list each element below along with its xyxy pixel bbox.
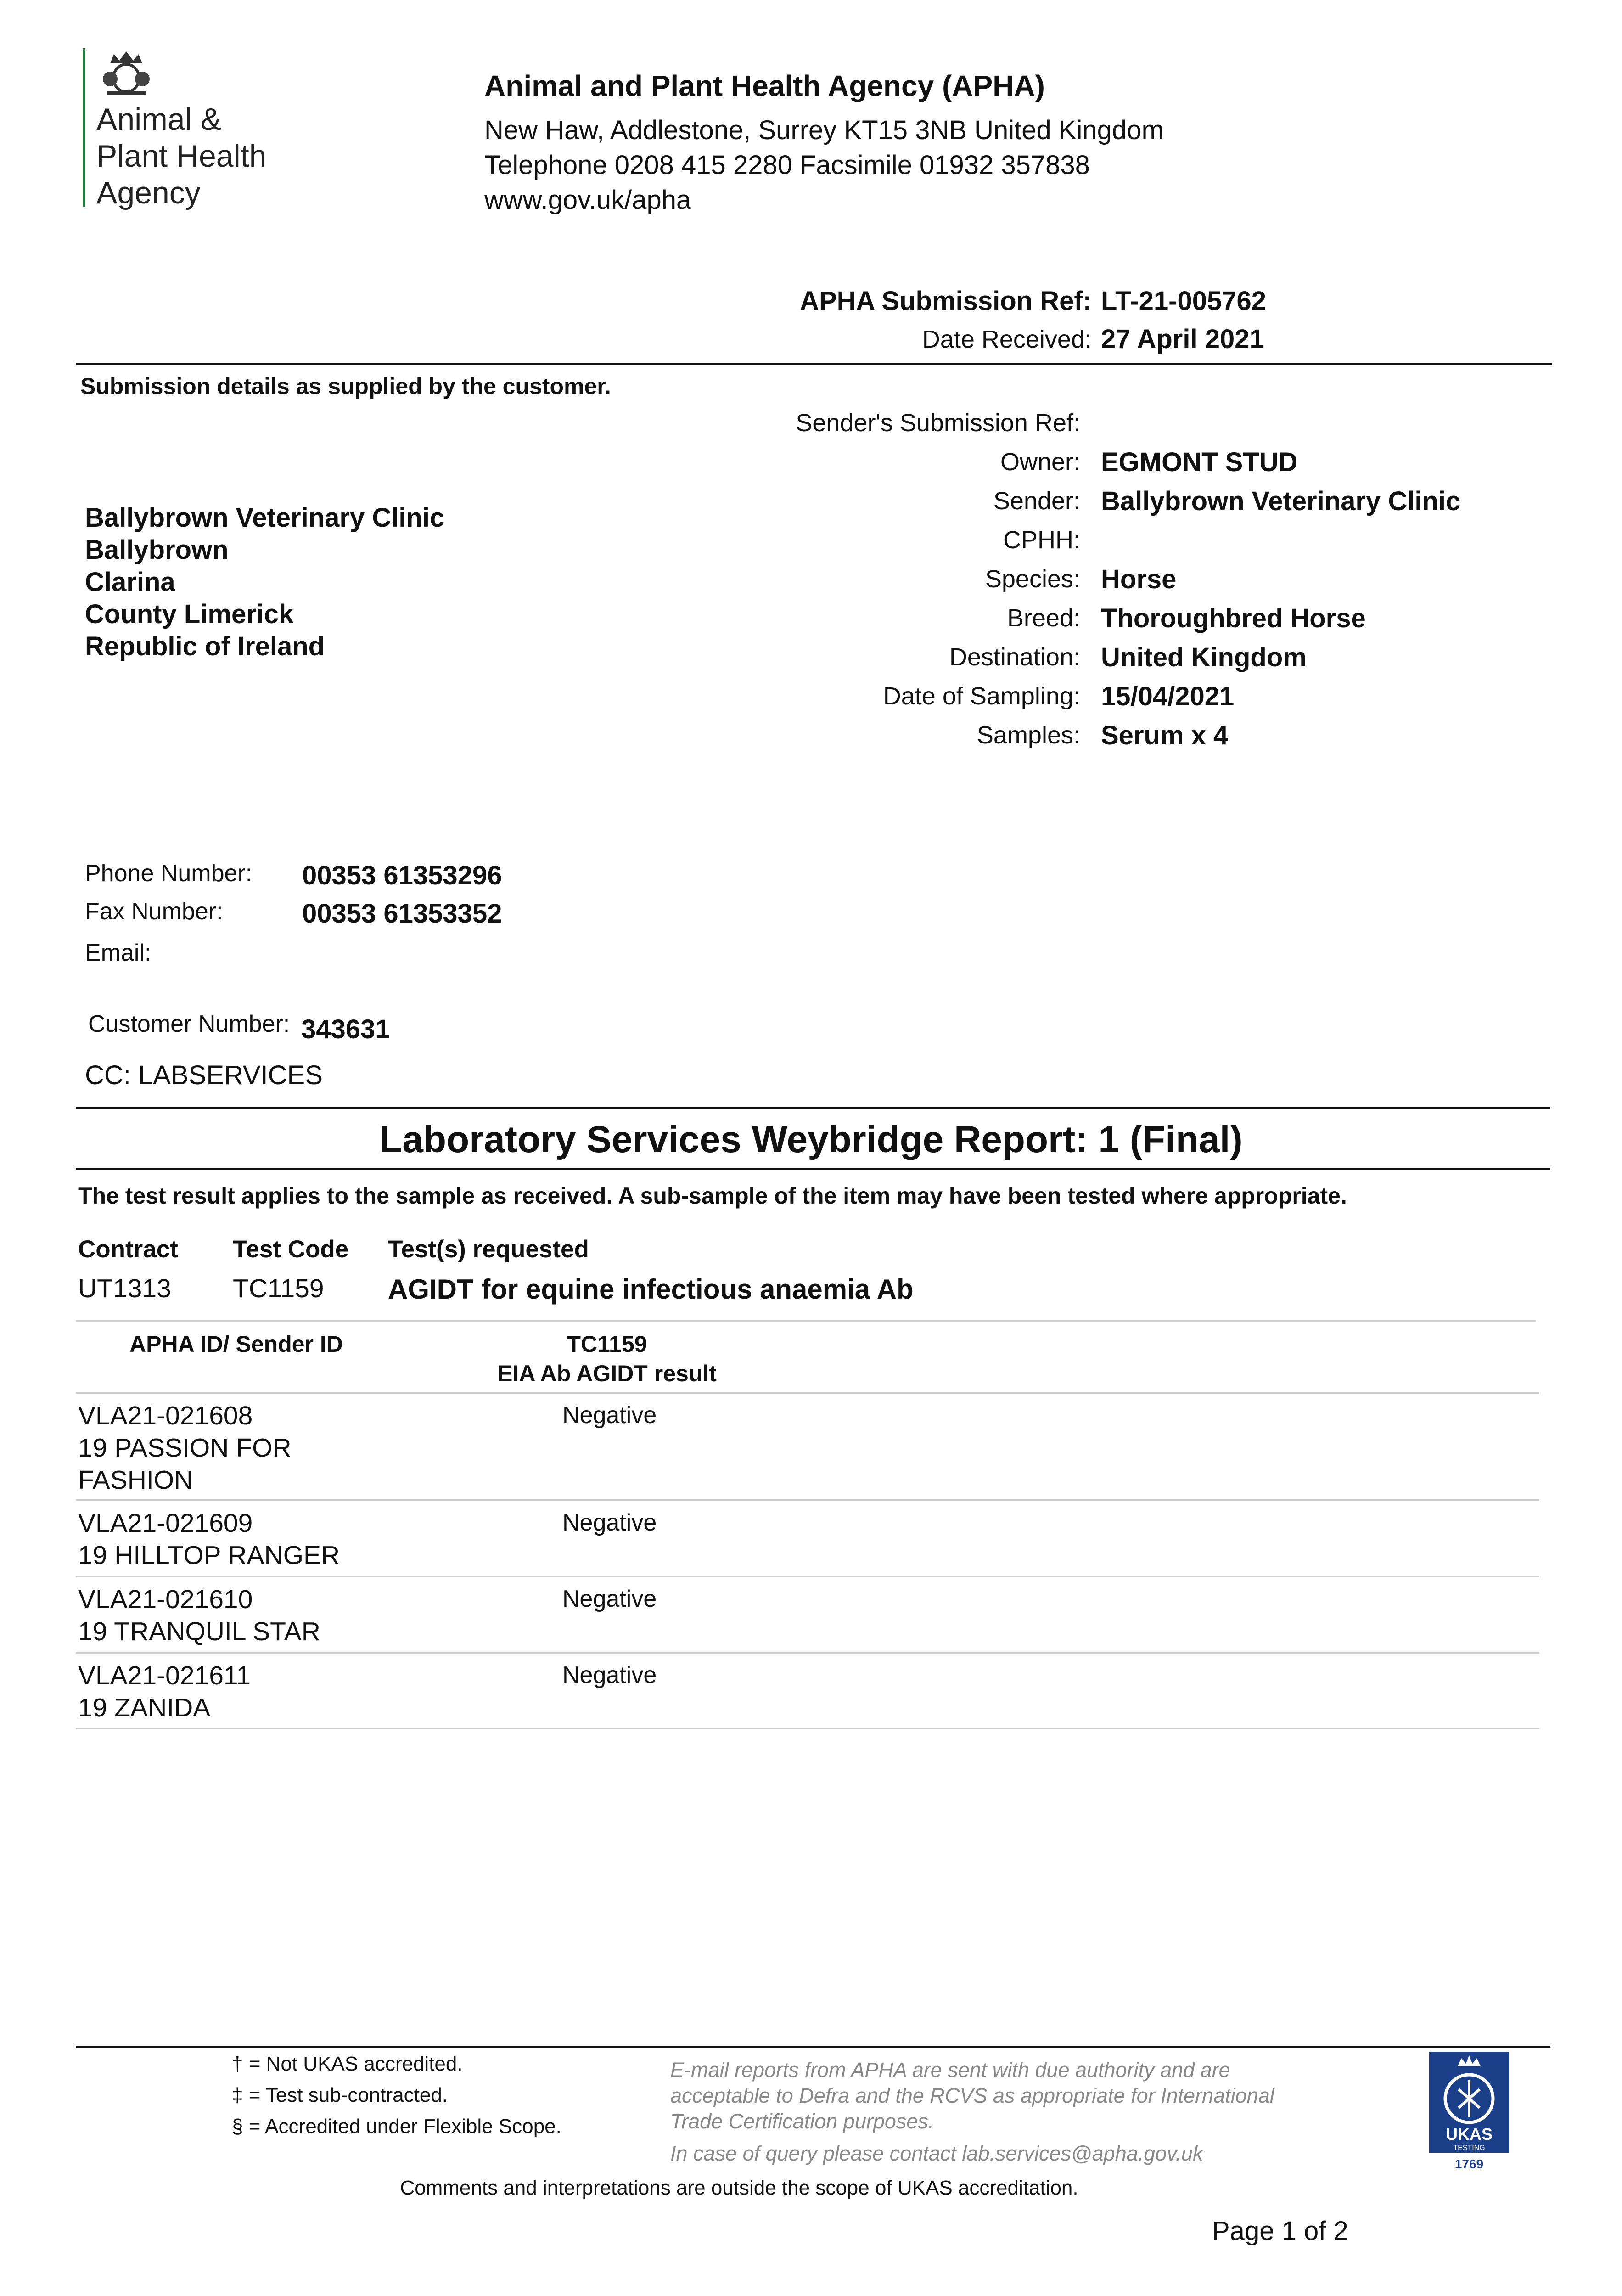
email-note-line: E-mail reports from APHA are sent with due authority and are <box>670 2058 1230 2082</box>
result-value: Negative <box>562 1662 657 1688</box>
customer-number-value: 343631 <box>301 1014 390 1044</box>
org-website[interactable]: www.gov.uk/apha <box>484 185 691 215</box>
detail-value-species: Horse <box>1101 564 1177 594</box>
report-bottom-rule <box>76 1168 1550 1170</box>
ukas-badge-icon <box>1426 2048 1513 2174</box>
table-row <box>78 1583 320 1648</box>
tests-header-contract: Contract <box>78 1236 178 1263</box>
customer-note: Submission details as supplied by the customer. <box>80 373 611 399</box>
sender-id: FASHION <box>78 1465 193 1495</box>
org-address: New Haw, Addlestone, Surrey KT15 3NB United Kingdom <box>484 115 1164 145</box>
logo-text-line-1: Animal & <box>96 102 222 137</box>
royal-crest-icon <box>96 46 156 96</box>
org-phone-fax: Telephone 0208 415 2280 Facsimile 01932 357838 <box>484 150 1090 180</box>
row-divider <box>76 1728 1539 1729</box>
sender-id: 19 TRANQUIL STAR <box>78 1617 320 1646</box>
detail-label-species: Species: <box>985 565 1080 593</box>
detail-label-owner: Owner: <box>1000 448 1080 476</box>
customer-number-label: Customer Number: <box>88 1011 290 1037</box>
report-disclaimer: The test result applies to the sample as received. A sub-sample of the item may have been tested where appropriate. <box>78 1183 1347 1209</box>
table-row <box>78 1660 251 1724</box>
test-description: AGIDT for equine infectious anaemia Ab <box>388 1274 914 1305</box>
detail-value-samples: Serum x 4 <box>1101 720 1229 750</box>
results-header-divider <box>76 1392 1539 1394</box>
email-note-line: acceptable to Defra and the RCVS as appropriate for International <box>670 2084 1274 2107</box>
ukas-sub: TESTING <box>1453 2144 1485 2152</box>
detail-value-destination: United Kingdom <box>1101 642 1307 672</box>
detail-label-sender: Sender: <box>993 487 1080 515</box>
submission-ref-value: LT-21-005762 <box>1101 286 1267 316</box>
legend-not-accredited: † = Not UKAS accredited. <box>232 2053 463 2075</box>
page-number: Page 1 of 2 <box>1212 2216 1348 2246</box>
tests-header-requested: Test(s) requested <box>388 1236 589 1263</box>
date-received-value: 27 April 2021 <box>1101 324 1264 354</box>
email-note-line: Trade Certification purposes. <box>670 2110 934 2133</box>
report-top-rule <box>76 1107 1550 1109</box>
results-header-code: TC1159 <box>567 1331 647 1357</box>
header-divider <box>76 363 1552 365</box>
date-received-label: Date Received: <box>922 326 1092 353</box>
logo-green-bar <box>83 48 85 207</box>
detail-label-destination: Destination: <box>949 643 1080 671</box>
email-label: Email: <box>85 940 152 966</box>
phone-value: 00353 61353296 <box>302 861 502 890</box>
tests-divider <box>76 1320 1536 1322</box>
sample-id: VLA21-021608 <box>78 1401 253 1430</box>
row-divider <box>76 1499 1539 1501</box>
table-row <box>78 1400 292 1496</box>
sample-id: VLA21-021609 <box>78 1508 253 1538</box>
address-line: Clarina <box>85 567 175 597</box>
customer-address <box>85 502 444 663</box>
row-divider <box>76 1652 1539 1654</box>
logo-text-line-3: Agency <box>96 175 201 210</box>
sender-id: 19 ZANIDA <box>78 1693 211 1722</box>
fax-value: 00353 61353352 <box>302 899 502 929</box>
ukas-comment: Comments and interpretations are outside the scope of UKAS accreditation. <box>400 2177 1078 2199</box>
tests-header-test-code: Test Code <box>233 1236 349 1263</box>
submission-ref-label: APHA Submission Ref: <box>800 286 1092 316</box>
detail-label-breed: Breed: <box>1007 604 1080 632</box>
result-value: Negative <box>562 1586 657 1612</box>
row-divider <box>76 1576 1539 1577</box>
sender-id: 19 HILLTOP RANGER <box>78 1541 340 1570</box>
address-line: Republic of Ireland <box>85 631 325 661</box>
footer-rule <box>76 2046 1550 2048</box>
query-note[interactable]: In case of query please contact lab.services@apha.gov.uk <box>670 2142 1203 2165</box>
legend-sub-contracted: ‡ = Test sub-contracted. <box>232 2084 448 2106</box>
test-code: TC1159 <box>233 1274 324 1303</box>
email-note <box>670 2057 1274 2134</box>
address-line: County Limerick <box>85 599 294 629</box>
cc-line: CC: LABSERVICES <box>85 1060 323 1090</box>
detail-label-date-of-sampling: Date of Sampling: <box>883 682 1080 710</box>
phone-label: Phone Number: <box>85 860 253 887</box>
logo-text-line-2: Plant Health <box>96 139 267 174</box>
table-row <box>78 1507 340 1571</box>
sample-id: VLA21-021610 <box>78 1585 253 1614</box>
sample-id: VLA21-021611 <box>78 1661 251 1690</box>
detail-value-breed: Thoroughbred Horse <box>1101 603 1366 633</box>
results-header-name: EIA Ab AGIDT result <box>497 1361 717 1386</box>
ukas-number: 1769 <box>1454 2157 1484 2171</box>
address-line: Ballybrown <box>85 535 229 565</box>
ukas-label: UKAS <box>1445 2125 1493 2144</box>
sender-id: 19 PASSION FOR <box>78 1433 292 1463</box>
legend-flexible-scope: § = Accredited under Flexible Scope. <box>232 2115 561 2138</box>
detail-label-cphh: CPHH: <box>1003 526 1080 554</box>
org-name: Animal and Plant Health Agency (APHA) <box>484 69 1045 102</box>
results-header-id: APHA ID/ Sender ID <box>129 1331 343 1357</box>
detail-label-samples: Samples: <box>977 721 1080 749</box>
report-title: Laboratory Services Weybridge Report: 1 (Final) <box>379 1119 1243 1160</box>
detail-value-owner: EGMONT STUD <box>1101 447 1298 477</box>
result-value: Negative <box>562 1509 657 1536</box>
detail-value-sender: Ballybrown Veterinary Clinic <box>1101 486 1461 516</box>
detail-label-sender-ref: Sender's Submission Ref: <box>796 409 1080 437</box>
detail-value-date-of-sampling: 15/04/2021 <box>1101 681 1235 711</box>
address-line: Ballybrown Veterinary Clinic <box>85 503 445 533</box>
fax-label: Fax Number: <box>85 898 223 925</box>
result-value: Negative <box>562 1402 657 1429</box>
test-contract: UT1313 <box>78 1274 171 1303</box>
